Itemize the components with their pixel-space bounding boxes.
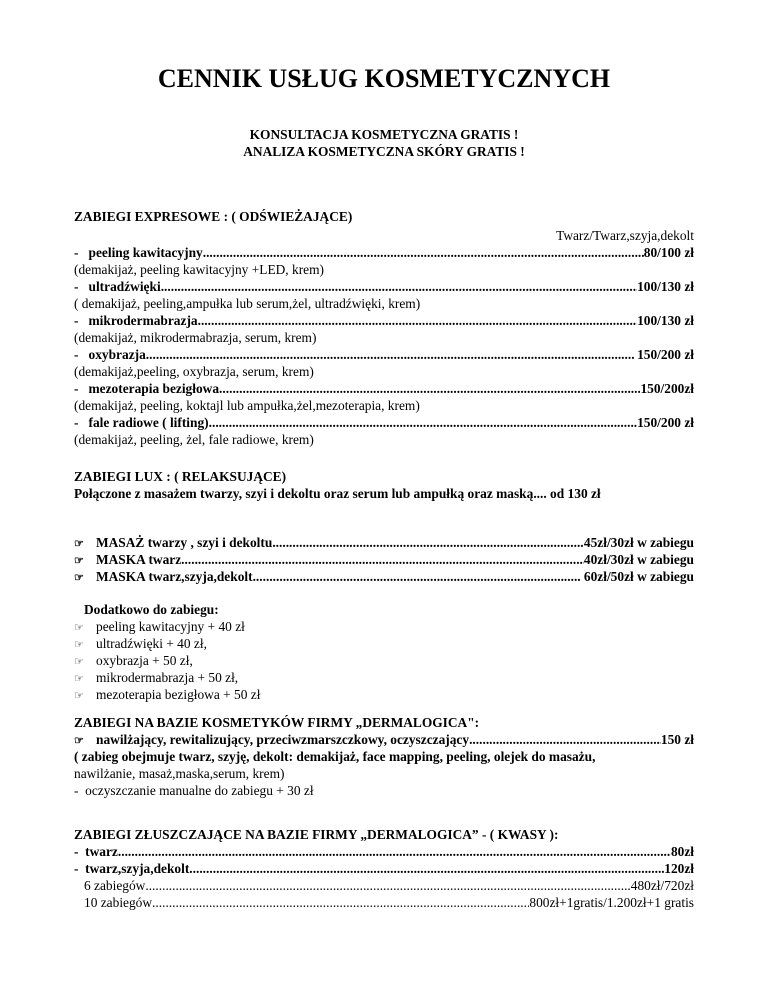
- lux-item: [74, 551, 694, 568]
- service-price: 80zł: [670, 844, 694, 859]
- acids-item: [74, 860, 694, 877]
- leader-dots: [209, 414, 637, 431]
- express-item: [74, 312, 694, 329]
- package-price: 480zł/720zł: [630, 878, 694, 893]
- leader-dots: [469, 731, 661, 748]
- extra-label: peeling kawitacyjny + 40 zł: [96, 619, 245, 634]
- leader-dots: [198, 312, 637, 329]
- acids-item: [74, 843, 694, 860]
- service-price: 120zł: [664, 861, 694, 876]
- page-title: CENNIK USŁUG KOSMETYCZNYCH: [157, 64, 611, 93]
- leader-dots: [272, 534, 584, 551]
- acids-heading: ZABIEGI ZŁUSZCZAJĄCE NA BAZIE FIRMY „DERMALOGICA” - ( KWASY ):: [74, 827, 559, 842]
- service-name: fale radiowe ( lifting): [88, 415, 209, 430]
- service-name: - twarz: [74, 844, 118, 859]
- package-price: 800zł+1gratis/1.200zł+1 gratis: [529, 895, 694, 910]
- service-name: MASAŻ twarzy , szyi i dekoltu: [96, 535, 273, 550]
- service-description: (demakijaż,peeling, oxybrazja, serum, krem): [74, 364, 314, 379]
- leader-dots: [161, 278, 637, 295]
- dash: -: [74, 313, 79, 328]
- service-name: oxybrazja: [88, 347, 146, 362]
- lux-subheading: Połączone z masażem twarzy, szyi i dekoltu oraz serum lub ampułką oraz maską.... od 130 zł: [74, 486, 601, 501]
- hand-pointer-icon: ☞: [74, 690, 84, 702]
- service-name: - twarz,szyja,dekolt: [74, 861, 190, 876]
- leader-dots: [203, 244, 644, 261]
- dermalogica-description-1: ( zabieg obejmuje twarz, szyję, dekolt: demakijaż, face mapping, peeling, olejek do masażu,: [74, 749, 596, 764]
- extra-item: [74, 669, 694, 686]
- leader-dots: [181, 551, 584, 568]
- lux-item: [74, 534, 694, 551]
- service-price: 100/130 zł: [637, 279, 694, 294]
- service-description: ( demakijaż, peeling,ampułka lub serum,żel, ultradźwięki, krem): [74, 296, 421, 311]
- acids-package: [74, 894, 694, 911]
- dermalogica-note: - oczyszczanie manualne do zabiegu + 30 zł: [74, 783, 314, 798]
- extra-label: oxybrazja + 50 zł,: [96, 653, 193, 668]
- dash: -: [74, 381, 79, 396]
- extra-item: [74, 686, 694, 703]
- service-price: 150 zł: [660, 732, 694, 747]
- leader-dots: [219, 380, 640, 397]
- service-description: (demakijaż, mikrodermabrazja, serum, krem): [74, 330, 317, 345]
- acids-package: [74, 877, 694, 894]
- dermalogica-heading: ZABIEGI NA BAZIE KOSMETYKÓW FIRMY „DERMALOGICA":: [74, 715, 480, 730]
- leader-dots: [189, 860, 664, 877]
- extra-label: ultradźwięki + 40 zł,: [96, 636, 207, 651]
- hand-pointer-icon: ☞: [74, 538, 84, 550]
- leader-dots: [253, 568, 581, 585]
- leader-dots: [118, 843, 671, 860]
- service-description: (demakijaż, peeling, koktajl lub ampułka,żel,mezoterapia, krem): [74, 398, 420, 413]
- notice-block: [74, 126, 694, 160]
- service-name: ultradźwięki: [88, 279, 161, 294]
- package-name: 10 zabiegów: [84, 895, 153, 910]
- notice-skin-analysis: ANALIZA KOSMETYCZNA SKÓRY GRATIS !: [243, 144, 525, 159]
- extra-item: [74, 635, 694, 652]
- hand-pointer-icon: ☞: [74, 572, 84, 584]
- extra-item: [74, 652, 694, 669]
- express-column-header: Twarz/Twarz,szyja,dekolt: [556, 228, 694, 243]
- service-name: MASKA twarz,szyja,dekolt: [96, 569, 253, 584]
- hand-pointer-icon: ☞: [74, 622, 84, 634]
- service-price: 150/200 zł: [633, 347, 694, 362]
- lux-heading: ZABIEGI LUX : ( RELAKSUJĄCE): [74, 469, 287, 484]
- package-name: 6 zabiegów: [84, 878, 146, 893]
- leader-dots: [145, 877, 630, 894]
- dash: -: [74, 279, 79, 294]
- service-price: 100/130 zł: [637, 313, 694, 328]
- service-description: (demakijaż, peeling, żel, fale radiowe, krem): [74, 432, 314, 447]
- service-price: 150/200zł: [640, 381, 694, 396]
- hand-pointer-icon: ☞: [74, 555, 84, 567]
- express-item: [74, 414, 694, 431]
- leader-dots: [152, 894, 529, 911]
- service-name: MASKA twarz: [96, 552, 182, 567]
- service-price: 60zł/50zł w zabiegu: [580, 569, 694, 584]
- hand-pointer-icon: ☞: [74, 656, 84, 668]
- service-price: 40zł/30zł w zabiegu: [583, 552, 694, 567]
- leader-dots: [146, 346, 634, 363]
- extra-label: mikrodermabrazja + 50 zł,: [96, 670, 239, 685]
- dermalogica-description-2: nawilżanie, masaż,maska,serum, krem): [74, 766, 285, 781]
- hand-pointer-icon: ☞: [74, 735, 84, 747]
- express-item: [74, 380, 694, 397]
- acids-section: [74, 826, 694, 911]
- service-name: nawilżający, rewitalizujący, przeciwzmarszczkowy, oczyszczający: [96, 732, 470, 747]
- notice-consultation: KONSULTACJA KOSMETYCZNA GRATIS !: [249, 127, 519, 142]
- dash: -: [74, 347, 79, 362]
- dermalogica-section: [74, 714, 694, 799]
- express-item: [74, 346, 694, 363]
- lux-item: [74, 568, 694, 585]
- service-name: peeling kawitacyjny: [88, 245, 203, 260]
- express-heading: ZABIEGI EXPRESOWE : ( ODŚWIEŻAJĄCE): [74, 209, 353, 224]
- dash: -: [74, 415, 79, 430]
- hand-pointer-icon: ☞: [74, 673, 84, 685]
- service-name: mezoterapia bezigłowa: [88, 381, 220, 396]
- lux-section: [74, 468, 694, 703]
- express-item: [74, 278, 694, 295]
- extra-label: mezoterapia bezigłowa + 50 zł: [96, 687, 261, 702]
- extra-item: [74, 618, 694, 635]
- service-price: 80/100 zł: [643, 245, 694, 260]
- dash: -: [74, 245, 79, 260]
- service-name: mikrodermabrazja: [88, 313, 198, 328]
- dermalogica-item: [74, 731, 694, 748]
- service-description: (demakijaż, peeling kawitacyjny +LED, krem): [74, 262, 324, 277]
- extras-heading: Dodatkowo do zabiegu:: [84, 602, 219, 617]
- express-item: [74, 244, 694, 261]
- express-section: [74, 208, 694, 448]
- service-price: 45zł/30zł w zabiegu: [583, 535, 694, 550]
- hand-pointer-icon: ☞: [74, 639, 84, 651]
- service-price: 150/200 zł: [637, 415, 694, 430]
